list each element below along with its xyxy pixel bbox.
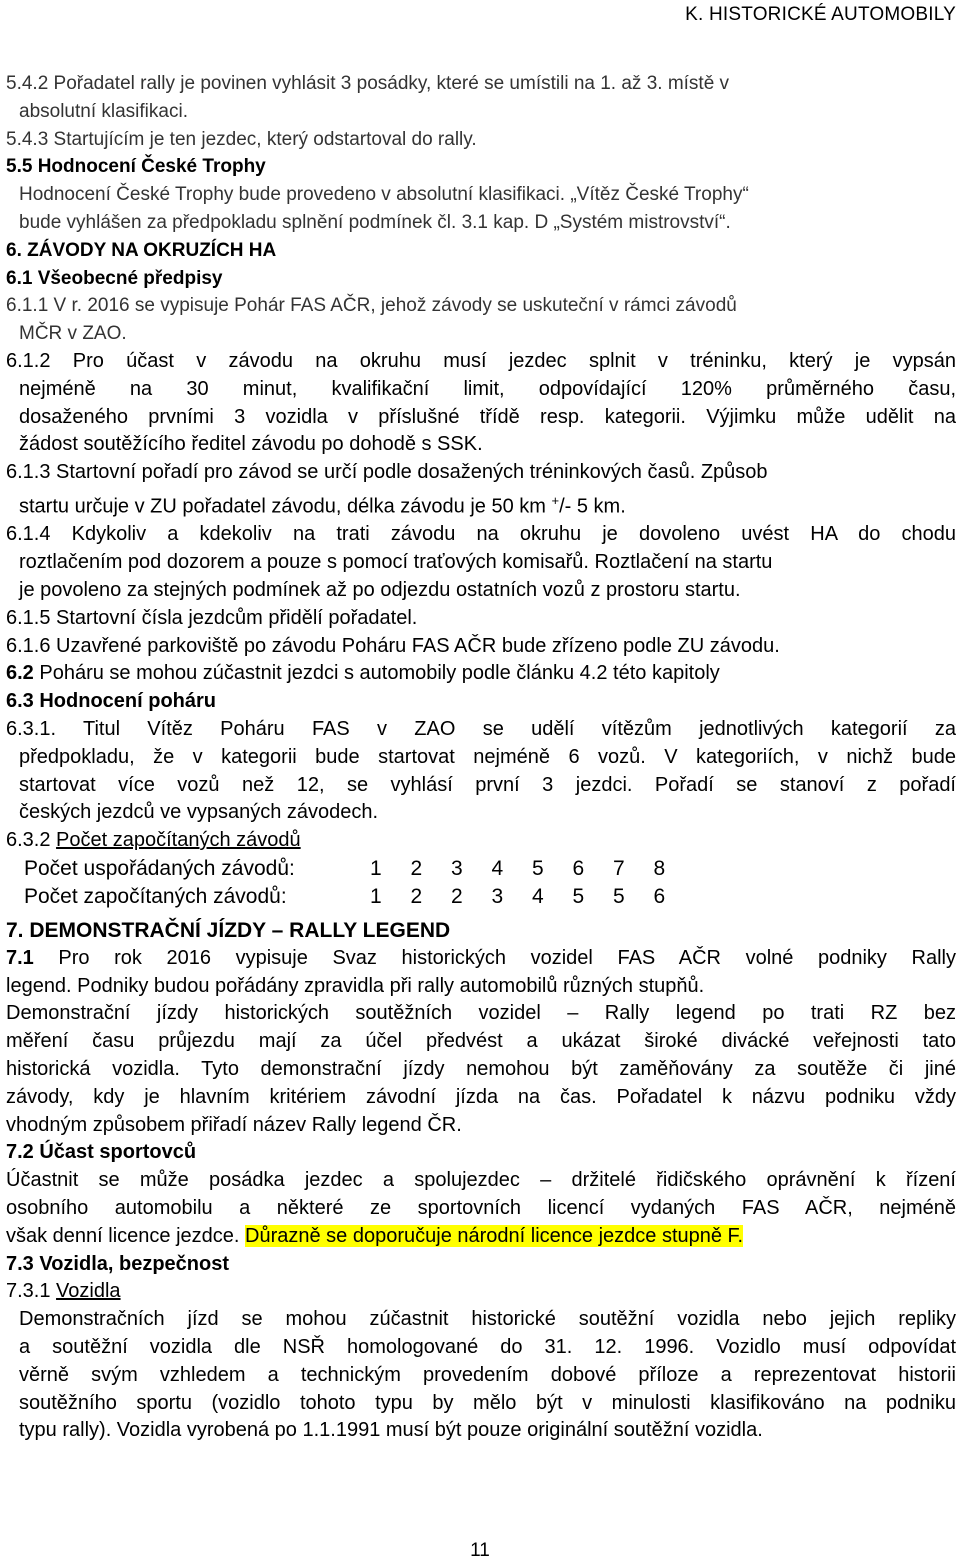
para-5-5: Hodnocení České Trophy bude provedeno v absolutní klasifikaci. „Vítěz České Trophy“ bude vyhlášen za předpokladu splnění podmínek čl. 3.1 kap. D „Systém mistrovství“. — [19, 184, 749, 233]
table-cell: 2 — [410, 885, 423, 909]
para-6-3-1: 6.3.1. Titul Vítěz Poháru FAS v ZAO se udělí vítězům jednotlivých kategorií za předpokladu, že v kategorii bude startovat nejméně 6 vozů. V kategoriích, v nichž bude startovat více vozů než 12, se vyhlásí první 3 jezdci. Pořadí se stanoví z pořadí českých jezdců ve vypsaných závodech. — [6, 717, 956, 824]
table-cell: 6 — [653, 885, 666, 909]
para-7-1: 7.1 Pro rok 2016 vypisuje Svaz historických vozidel FAS AČR volné podniky Rally legend. Podniky budou pořádány zpravidla při rally automobilů různých stupňů. Demonstrační jízdy historických soutěžních vozidel – Rally legend po trati RZ bez měření času průjezdu mají za účel předvést a ukázat široké divácké veřejnosti tato historická vozidla. Tyto demonstrační jízdy nemohou být zaměňovány za soutěže či jiné závody, kdy je hlavním kritériem závodní jízda na čas. Pořadatel k názvu podniku vždy vhodným způsobem přiřadí název Rally legend ČR. — [6, 946, 956, 1136]
heading-6-3: 6.3 Hodnocení poháru — [6, 690, 217, 713]
heading-5-5: 5.5 Hodnocení České Trophy — [6, 156, 266, 178]
para-6-1-5: 6.1.5 Startovní čísla jezdcům přidělí pořadatel. — [6, 606, 418, 629]
heading-7-3: 7.3 Vozidla, bezpečnost — [6, 1252, 230, 1275]
table-cell: 3 — [451, 857, 463, 881]
heading-7: 7. DEMONSTRAČNÍ JÍZDY – RALLY LEGEND — [6, 918, 451, 942]
document-body — [6, 70, 956, 1445]
table-cell: 6 — [572, 857, 585, 881]
table-row — [24, 883, 694, 911]
para-6-1-3: 6.1.3 Startovní pořadí pro závod se určí podle dosažených tréninkových časů. Způsob startu určuje v ZU pořadatel závodu, délka závodu je 50 km +/- 5 km. — [6, 461, 768, 518]
table-cell: 5 — [532, 857, 544, 881]
table-cell: 2 — [451, 885, 463, 909]
row-label: Počet uspořádaných závodů: — [24, 857, 295, 881]
para-6-1-6: 6.1.6 Uzavřené parkoviště po závodu Poháru FAS AČR bude zřízeno podle ZU závodu. — [6, 634, 780, 657]
table-cell: 7 — [613, 857, 625, 881]
para-7-3-1: Demonstračních jízd se mohou zúčastnit historické soutěžní vozidla nebo jejich repliky a soutěžní vozidla dle NSŘ homologované do 31. 12. 1996. Vozidlo musí odpovídat věrně svým vzhledem a technickým provedením dobové příloze a reprezentovat historii soutěžního sportu (vozidlo tohoto typu by mělo být v minulosti klasifikováno na podniku typu rally). Vozidla vyrobená po 1.1.1991 musí být pouze originální soutěžní vozidla. — [19, 1308, 956, 1442]
para-6-1-1: 6.1.1 V r. 2016 se vypisuje Pohár FAS AČR, jehož závody se uskuteční v rámci závodů MČR v ZAO. — [6, 295, 737, 345]
table-cell: 2 — [410, 857, 423, 881]
para-6-1-4: 6.1.4 Kdykoliv a kdekoliv na trati závodu na okruhu je dovoleno uvést HA do chodu roztlačením pod dozorem a pouze s pomocí traťových komisařů. Roztlačení na startu je povoleno za stejných podmínek až po odjezdu ostatních vozů z prostoru startu. — [6, 523, 956, 601]
table-cell: 5 — [572, 885, 585, 909]
para-7-2: Účastnit se může posádka jezdec a spolujezdec – držitelé řidičského oprávnění k řízení osobního automobilu a některé ze sportovních licencí vydaných FAS AČR, nejméně však denní licence jezdce. Důrazně se doporučuje národní licence jezdce stupně F. — [6, 1169, 956, 1247]
para-5-4-2: 5.4.2 Pořadatel rally je povinen vyhlásit 3 posádky, které se umístili na 1. až 3. místě v absolutní klasifikaci. — [6, 73, 730, 122]
running-header: K. HISTORICKÉ AUTOMOBILY — [685, 4, 956, 25]
table-cell: 4 — [532, 885, 544, 909]
table-cell: 5 — [613, 885, 625, 909]
race-count-table — [24, 855, 694, 911]
para-7-3-1-title: 7.3.1 Vozidla — [6, 1280, 121, 1303]
table-cell: 1 — [370, 857, 382, 881]
table-cell: 8 — [653, 857, 666, 881]
highlighted-recommendation: Důrazně se doporučuje národní licence jezdce stupně F. — [245, 1224, 744, 1247]
table-row — [24, 855, 694, 883]
page-number: 11 — [470, 1540, 490, 1561]
para-5-4-3: 5.4.3 Startujícím je ten jezdec, který odstartoval do rally. — [6, 128, 477, 150]
heading-6-1: 6.1 Všeobecné předpisy — [6, 267, 223, 289]
row-label: Počet započítaných závodů: — [24, 885, 287, 909]
heading-7-2: 7.2 Účast sportovců — [6, 1141, 197, 1164]
table-cell: 4 — [491, 857, 504, 881]
para-6-2: 6.2 Poháru se mohou zúčastnit jezdci s automobily podle článku 4.2 této kapitoly — [6, 662, 720, 685]
heading-6: 6. ZÁVODY NA OKRUZÍCH HA — [6, 239, 277, 261]
para-6-3-2: 6.3.2 Počet započítaných závodů — [6, 829, 301, 852]
table-cell: 3 — [491, 885, 504, 909]
table-cell: 1 — [370, 885, 382, 909]
para-6-1-2: 6.1.2 Pro účast v závodu na okruhu musí jezdec splnit v tréninku, který je vypsán nejméně na 30 minut, kvalifikační limit, odpovídající 120% průměrného času, dosaženého prvními 3 vozidla v příslušné třídě resp. kategorii. Výjimku může udělit na žádost soutěžícího ředitel závodu po dohodě s SSK. — [6, 349, 956, 456]
